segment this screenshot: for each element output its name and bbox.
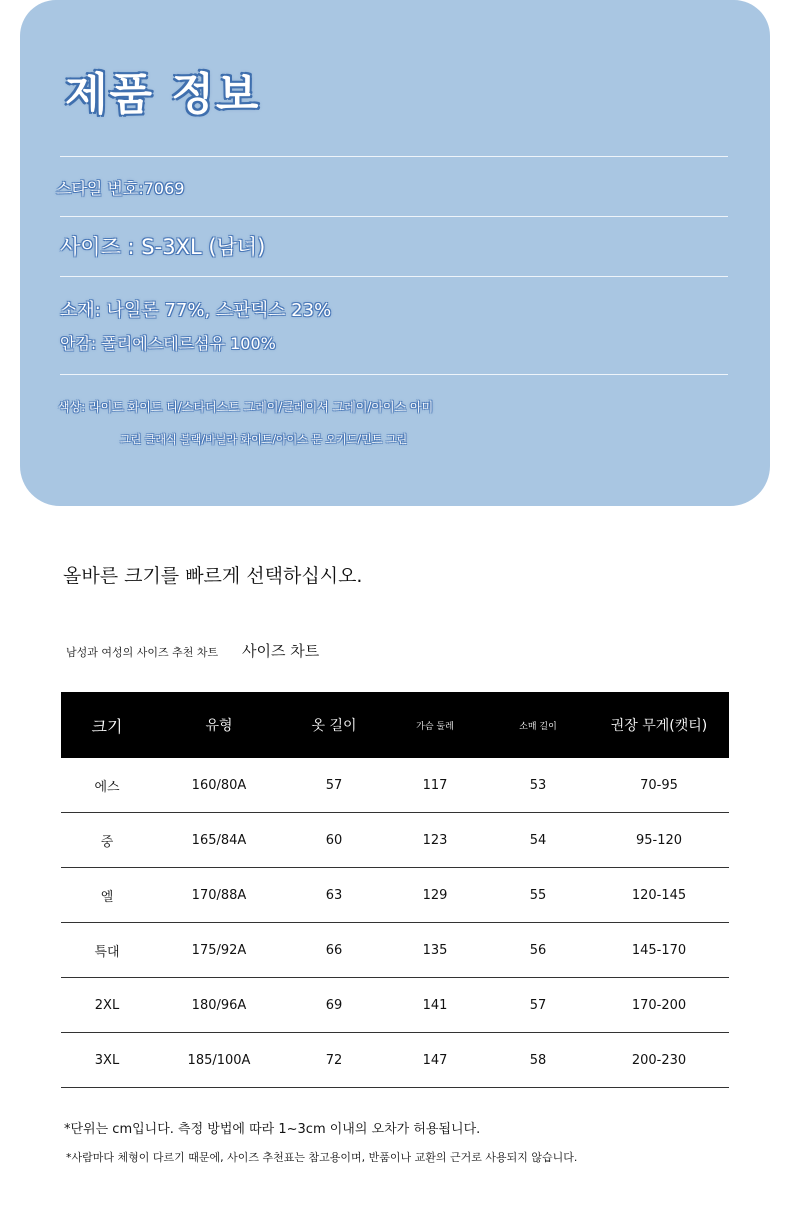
table-row [61, 813, 729, 868]
disclaimer-note: *사람마다 체형이 다르기 때문에, 사이즈 추천표는 참고용이며, 반품이나 교환의 근거로 사용되지 않습니다. [66, 1151, 578, 1164]
cell-chest: 117 [383, 758, 487, 813]
cell-size: 에스 [61, 758, 153, 813]
cell-sleeve: 58 [487, 1033, 589, 1088]
cell-weight: 200-230 [589, 1033, 729, 1088]
size-chart-table [61, 692, 729, 1088]
header-chest: 가슴 둘레 [383, 692, 487, 758]
table-row [61, 868, 729, 923]
header-weight: 권장 무게(캣티) [589, 692, 729, 758]
cell-chest: 135 [383, 923, 487, 978]
cell-type: 160/80A [153, 758, 285, 813]
cell-sleeve: 57 [487, 978, 589, 1033]
cell-sleeve: 56 [487, 923, 589, 978]
cell-chest: 147 [383, 1033, 487, 1088]
cell-size: 중 [61, 813, 153, 868]
header-type: 유형 [153, 692, 285, 758]
cell-sleeve: 53 [487, 758, 589, 813]
cell-size: 3XL [61, 1033, 153, 1088]
cell-length: 63 [285, 868, 383, 923]
table-row [61, 1033, 729, 1088]
cell-type: 170/88A [153, 868, 285, 923]
cell-length: 72 [285, 1033, 383, 1088]
table-row [61, 758, 729, 813]
style-number: 스타일 번호:7069 [56, 179, 185, 198]
size-guide-subtitle: 남성과 여성의 사이즈 추천 차트 [66, 646, 219, 659]
cell-size: 2XL [61, 978, 153, 1033]
size-range: 사이즈 : S-3XL (남녀) [60, 235, 266, 259]
cell-sleeve: 55 [487, 868, 589, 923]
cell-weight: 70-95 [589, 758, 729, 813]
size-chart-label: 사이즈 차트 [242, 642, 320, 660]
header-sleeve: 소매 길이 [487, 692, 589, 758]
cell-size: 엘 [61, 868, 153, 923]
colors-line-1: 색상: 라이트 화이트 티/스타더스트 그레이/클레이셔 그레이/아이스 아미 [58, 400, 434, 414]
product-info-card [20, 0, 770, 506]
colors-line-2: 그린 클래식 블랙/바닐라 화이트/아이스 문 오키드/민트 그린 [120, 433, 408, 446]
cell-weight: 145-170 [589, 923, 729, 978]
cell-chest: 141 [383, 978, 487, 1033]
cell-type: 180/96A [153, 978, 285, 1033]
cell-length: 69 [285, 978, 383, 1033]
product-info-title: 제품 정보 [65, 69, 261, 120]
cell-length: 57 [285, 758, 383, 813]
table-header-row [61, 692, 729, 758]
cell-sleeve: 54 [487, 813, 589, 868]
cell-weight: 170-200 [589, 978, 729, 1033]
cell-weight: 95-120 [589, 813, 729, 868]
divider [60, 216, 728, 217]
cell-chest: 123 [383, 813, 487, 868]
table-row [61, 978, 729, 1033]
cell-size: 특대 [61, 923, 153, 978]
cell-type: 175/92A [153, 923, 285, 978]
divider [60, 276, 728, 277]
size-guide-headline: 올바른 크기를 빠르게 선택하십시오. [63, 565, 363, 587]
cell-chest: 129 [383, 868, 487, 923]
lining-info: 안감: 폴리에스테르섬유 100% [60, 334, 276, 353]
header-size: 크기 [61, 692, 153, 758]
material-info: 소재: 나일론 77%, 스판덱스 23% [60, 300, 332, 321]
cell-length: 60 [285, 813, 383, 868]
measurement-note: *단위는 cm입니다. 측정 방법에 따라 1~3cm 이내의 오차가 허용됩니다. [64, 1122, 481, 1137]
cell-weight: 120-145 [589, 868, 729, 923]
cell-type: 165/84A [153, 813, 285, 868]
cell-type: 185/100A [153, 1033, 285, 1088]
table-row [61, 923, 729, 978]
divider [60, 374, 728, 375]
divider [60, 156, 728, 157]
header-length: 옷 길이 [285, 692, 383, 758]
cell-length: 66 [285, 923, 383, 978]
